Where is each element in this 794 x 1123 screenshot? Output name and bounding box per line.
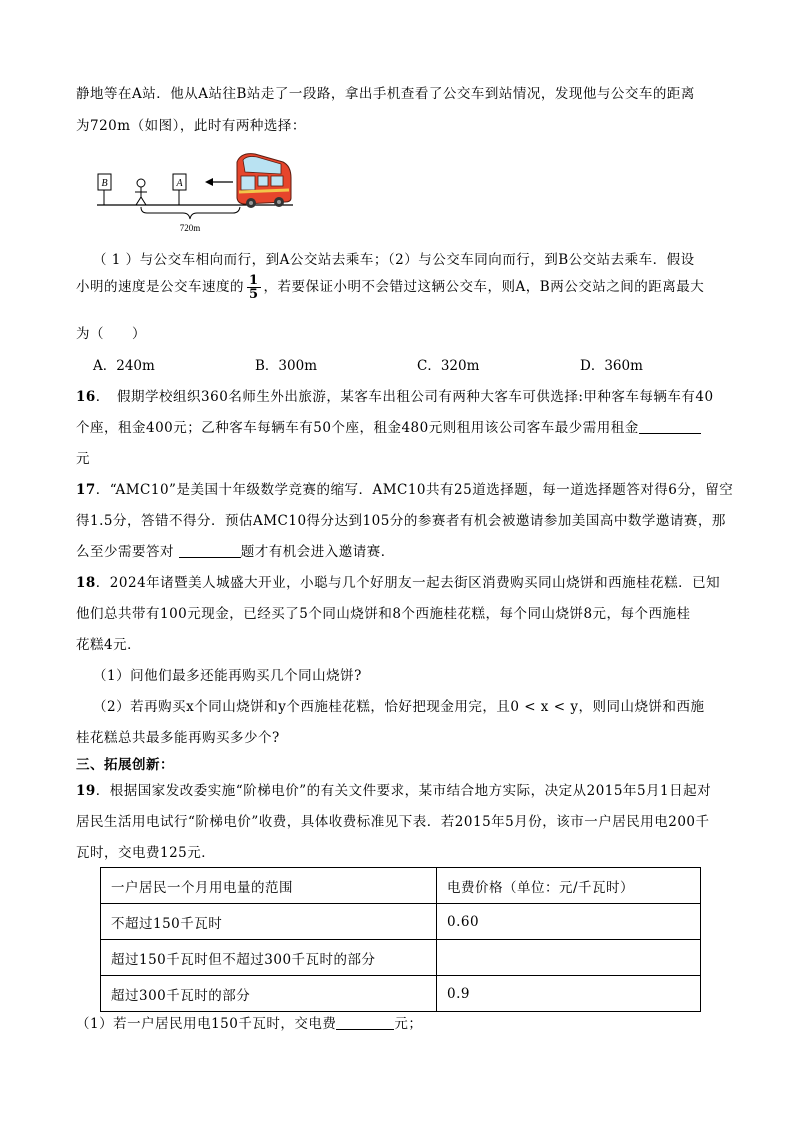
answer-blank-q19-1[interactable] [336,1015,394,1030]
q19-sub1-post: 元； [394,1016,423,1032]
q16-line2 [76,416,701,436]
q15-intro-line1: 静地等在A站．他从A站往B站走了一段路，拿出手机查看了公交车到站情况，发现他与公交车的距离 [76,86,695,102]
q19-line3: 瓦时，交电费125元． [76,845,216,861]
q18-number: 18 [76,575,96,591]
option-b: B．300m [255,358,317,374]
bus-stop-diagram-svg [95,150,295,235]
electricity-price-table [100,867,701,1012]
table-header-cell: 电费价格（单位：元/千瓦时） [437,868,701,904]
table-header-row [101,868,701,904]
q19-sub1-pre: （1）若一户居民用电150千瓦时，交电费 [76,1016,337,1032]
answer-blank-q16[interactable] [639,419,701,434]
q17-line1-text: ．“AMC10”是美国十年级数学竞赛的缩写．AMC10共有25道选择题，每一道选择题答对得6分，留空 [95,482,734,498]
q19-number: 19 [76,783,96,799]
fraction-numerator: 1 [249,273,259,288]
q16-line1 [76,385,714,405]
q15-choice-line2-pre: 小明的速度是公交车速度的 [76,279,244,295]
person-icon [135,179,147,205]
q15-choice-line1: （ 1 ）与公交车相向而行，到A公交站去乘车；（2）与公交车同向而行，到B公交站去乘车．假设 [93,252,695,268]
option-d: D．360m [580,358,643,374]
q19-line1 [76,779,711,799]
distance-label: 720m [179,223,201,233]
table-cell: 0.60 [437,904,701,940]
arrow-left-icon [205,178,233,186]
option-a: A．240m [93,358,155,374]
table-row [101,904,701,940]
q15-choice-line2-post: ，若要保证小明不会错过这辆公交车，则A，B两公交站之间的距离最大 [263,279,705,295]
table-row [101,940,701,976]
q15-options [93,354,693,374]
table-cell: 0.9 [437,976,701,1012]
q15-intro-line2: 为720m（如图），此时有两种选择： [76,118,306,134]
q18-line1-text: ．2024年诸暨美人城盛大开业，小聪与几个好朋友一起去街区消费购买同山烧饼和西施桂花糕．已知 [95,575,721,591]
fraction-one-fifth [247,274,261,301]
q17-line3-pre: 么至少需要答对 [76,544,174,560]
q16-line2-text: 个座，租金400元；乙种客车每辆车有50个座，租金480元则租用该公司客车最少需用租金 [76,420,639,436]
q16-line3: 元 [76,451,90,467]
answer-blank-q17[interactable] [179,543,241,558]
stop-a-label: A [176,178,183,189]
q18-line3: 花糕4元． [76,637,142,653]
table-cell: 超过300千瓦时的部分 [101,976,437,1012]
q17-line3-post: 题才有机会进入邀请赛． [240,544,395,560]
q17-line1 [76,478,733,498]
q18-sub2-line1: （2）若再购买x个同山烧饼和y个西施桂花糕，恰好把现金用完，且0 < x < y，则同山烧饼和西施 [93,699,705,715]
fraction-denominator: 5 [249,287,259,302]
q19-line2: 居民生活用电试行“阶梯电价”收费，具体收费标准见下表．若2015年5月份，该市一户居民用电200千 [76,814,710,830]
table-cell: 超过150千瓦时但不超过300千瓦时的部分 [101,940,437,976]
q16-line1-text: ． 假期学校组织360名师生外出旅游，某客车出租公司有两种大客车可供选择:甲种客车每辆车有40 [95,389,714,405]
distance-brace [141,207,240,219]
q16-number: 16 [76,389,96,405]
q19-sub1 [76,1012,422,1032]
option-c: C．320m [417,358,480,374]
table-cell: 不超过150千瓦时 [101,904,437,940]
q18-line2: 他们总共带有100元现金，已经买了5个同山烧饼和8个西施桂花糕，每个同山烧饼8元，每个西施桂 [76,606,691,622]
table-cell [437,940,701,976]
q18-line1 [76,571,720,591]
table-row [101,976,701,1012]
q18-sub1: （1）问他们最多还能再购买几个同山烧饼? [93,668,362,684]
q15-choice-line2 [76,274,704,301]
q15-choice-line3: 为（ ） [76,326,146,342]
q17-line3 [76,540,395,560]
section-heading: 三、拓展创新： [76,757,174,773]
q19-line1-text: ．根据国家发改委实施“阶梯电价”的有关文件要求，某市结合地方实际，决定从2015年5月1日起对 [95,783,712,799]
bus-stop-diagram [95,150,295,235]
q18-sub2-line2: 桂花糕总共最多能再购买多少个? [76,730,280,746]
q17-number: 17 [76,482,96,498]
q17-line2: 得1.5分，答错不得分．预估AMC10得分达到105分的参赛者有机会被邀请参加美国高中数学邀请赛，那 [76,513,726,529]
table-header-cell: 一户居民一个月用电量的范围 [101,868,437,904]
bus-icon [237,154,291,208]
stop-b-label: B [101,178,108,189]
